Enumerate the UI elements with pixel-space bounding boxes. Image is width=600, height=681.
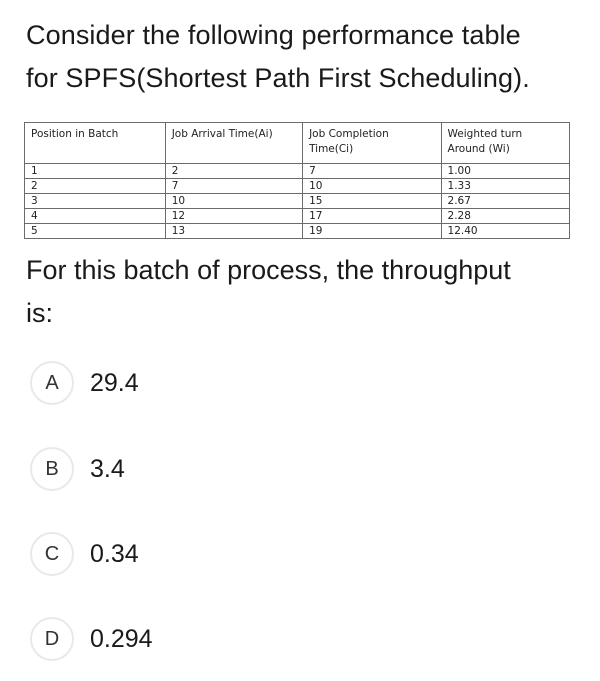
table-cell: 1.33 [441,179,569,194]
header-position-in-batch: Position in Batch [25,123,166,164]
option-c-text: 0.34 [90,539,139,568]
table-cell: 1 [25,164,166,179]
table-cell: 19 [303,224,441,239]
option-a-text: 29.4 [90,368,139,397]
question-line-1: Consider the following performance table [26,20,521,50]
table-cell: 13 [165,224,302,239]
table-cell: 2.67 [441,194,569,209]
performance-table [24,122,570,239]
performance-table-container [24,122,570,239]
table-cell: 15 [303,194,441,209]
table-row [25,209,570,224]
table-cell: 1.00 [441,164,569,179]
prompt-line-2: is: [26,298,53,328]
prompt-line-1: For this batch of process, the throughput [26,255,511,285]
table-cell: 10 [303,179,441,194]
prompt-text [26,249,586,335]
table-cell: 12.40 [441,224,569,239]
table-cell: 2 [25,179,166,194]
option-c-letter-badge: C [30,532,74,576]
table-cell: 7 [165,179,302,194]
option-c[interactable] [30,532,139,576]
header-job-arrival-time: Job Arrival Time(Ai) [165,123,302,164]
header-weighted-turnaround: Weighted turn Around (Wi) [441,123,569,164]
option-b-letter-badge: B [30,447,74,491]
table-cell: 4 [25,209,166,224]
header-job-completion-time: Job Completion Time(Ci) [303,123,441,164]
table-header-row [25,123,570,164]
table-cell: 5 [25,224,166,239]
option-b-text: 3.4 [90,454,125,483]
option-b[interactable] [30,447,125,491]
table-cell: 3 [25,194,166,209]
option-d[interactable] [30,617,153,661]
table-cell: 2.28 [441,209,569,224]
question-line-2: for SPFS(Shortest Path First Scheduling). [26,63,530,93]
table-row [25,179,570,194]
table-cell: 17 [303,209,441,224]
option-d-letter-badge: D [30,617,74,661]
table-row [25,224,570,239]
table-row [25,194,570,209]
question-text [26,14,586,100]
table-cell: 2 [165,164,302,179]
table-cell: 7 [303,164,441,179]
table-cell: 12 [165,209,302,224]
table-row [25,164,570,179]
option-d-text: 0.294 [90,624,153,653]
table-cell: 10 [165,194,302,209]
option-a[interactable] [30,361,139,405]
option-a-letter-badge: A [30,361,74,405]
